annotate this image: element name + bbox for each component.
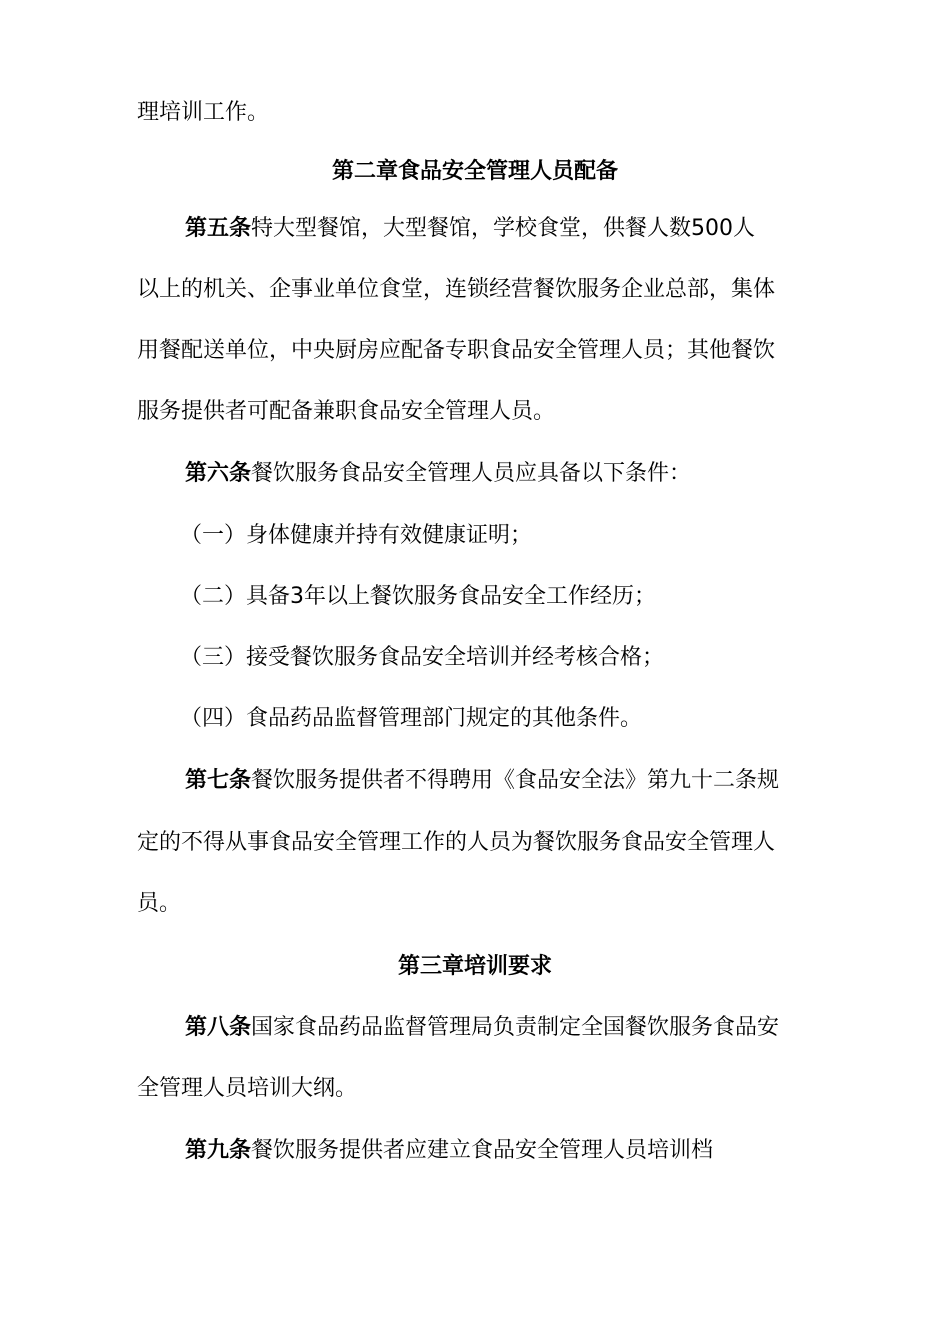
article-text: 特大型餐馆，大型餐馆，学校食堂，供餐人数500人 xyxy=(251,216,756,241)
chapter-heading: 第三章培训要求 xyxy=(397,954,552,979)
article-number: 第六条 xyxy=(185,461,252,486)
article-line xyxy=(185,1013,885,1043)
list-item: （四）食品药品监督管理部门规定的其他条件。 xyxy=(180,706,643,731)
text-line: 服务提供者可配备兼职食品安全管理人员。 xyxy=(137,399,556,424)
article-line xyxy=(185,766,885,796)
article-number: 第八条 xyxy=(185,1015,252,1040)
text-line: 以上的机关、企事业单位食堂，连锁经营餐饮服务企业总部，集体 xyxy=(137,277,776,302)
article-line xyxy=(185,214,885,244)
article-line xyxy=(185,1136,885,1166)
article-number: 第五条 xyxy=(185,216,252,241)
article-text: 餐饮服务提供者应建立食品安全管理人员培训档 xyxy=(251,1138,714,1163)
list-item: （三）接受餐饮服务食品安全培训并经考核合格； xyxy=(180,645,665,670)
text-line: 理培训工作。 xyxy=(137,100,270,125)
article-text: 国家食品药品监督管理局负责制定全国餐饮服务食品安 xyxy=(251,1015,780,1040)
list-item: （一）身体健康并持有效健康证明； xyxy=(180,523,533,548)
text-line: 定的不得从事食品安全管理工作的人员为餐饮服务食品安全管理人 xyxy=(137,830,776,855)
list-item: （二）具备3年以上餐饮服务食品安全工作经历； xyxy=(180,584,656,609)
article-number: 第七条 xyxy=(185,768,252,793)
text-line: 员。 xyxy=(137,891,182,916)
article-line xyxy=(185,459,885,489)
chapter-heading: 第二章食品安全管理人员配备 xyxy=(331,159,618,184)
text-line: 全管理人员培训大纲。 xyxy=(137,1076,358,1101)
text-line: 用餐配送单位，中央厨房应配备专职食品安全管理人员；其他餐饮 xyxy=(137,338,776,363)
article-text: 餐饮服务食品安全管理人员应具备以下条件： xyxy=(251,461,692,486)
article-number: 第九条 xyxy=(185,1138,252,1163)
article-text: 餐饮服务提供者不得聘用《食品安全法》第九十二条规 xyxy=(251,768,780,793)
